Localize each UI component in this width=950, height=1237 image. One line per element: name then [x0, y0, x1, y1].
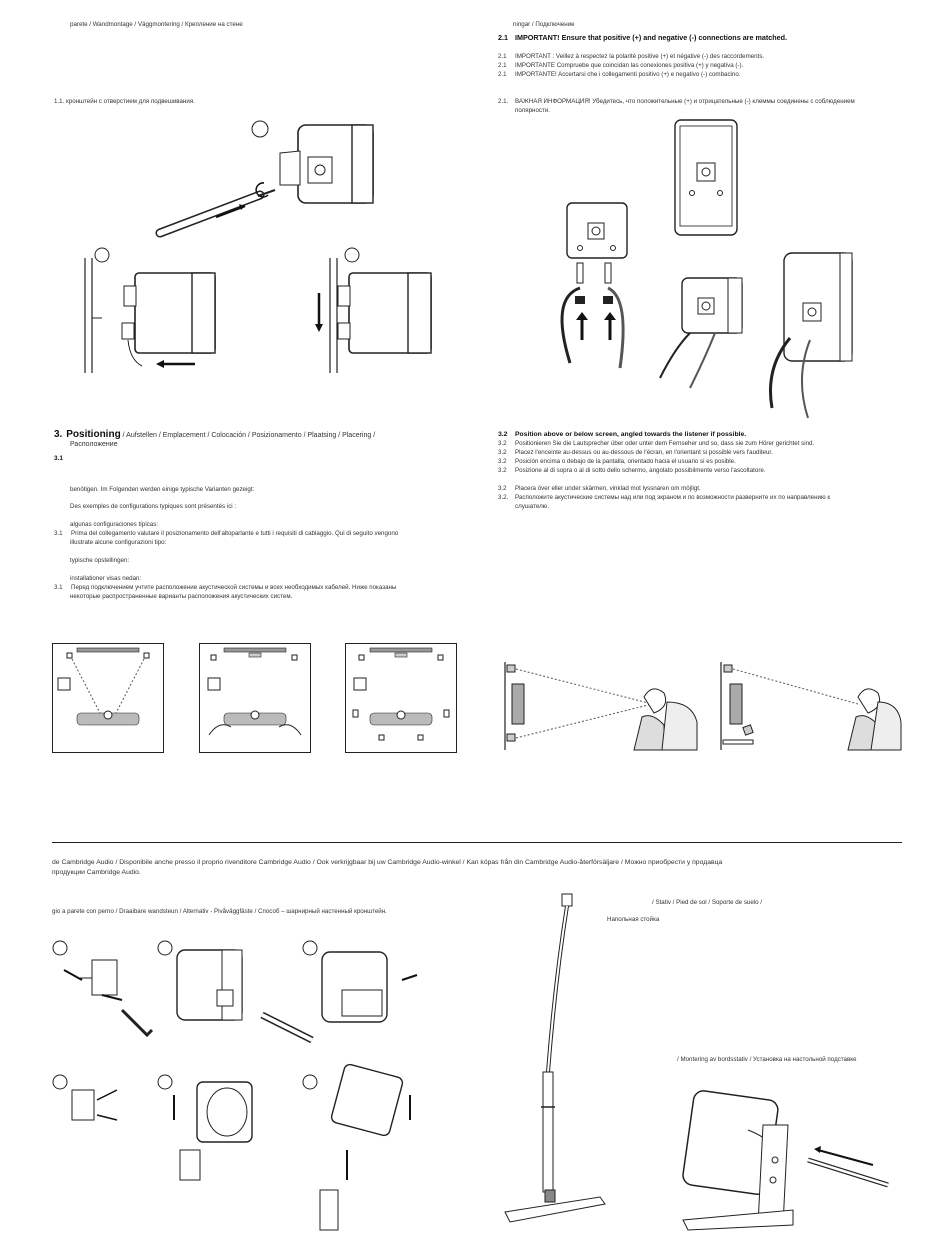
step-1-1-text: 1.1. кронштейн с отверстием для подвешивания. [54, 98, 195, 105]
side-view-diagram-1 [502, 662, 707, 752]
side-view-diagram-2 [718, 662, 903, 752]
room-layout-diagram-3 [345, 643, 457, 753]
connection-illustration [540, 118, 870, 418]
wall-mount-slide-illustration-1 [80, 248, 230, 378]
availability-line-1: de Cambridge Audio / Disponibile anche presso il proprio rivenditore Cambridge Audio / Ook verkrijgbaar bij uw Cambridge Audio-winkel / Kan köpas från din Cambridge Audio-återförsäljare / Можно приобрести у продавца [52, 859, 723, 866]
item-3-2-en: 3.2 Position above or below screen, angled towards the listener if possible. [498, 431, 747, 438]
item-2-1-fr: 2.1 IMPORTANT : Veillez à respectez la polarité positive (+) et négative (-) des raccordements. [498, 53, 765, 60]
section-divider [52, 842, 902, 843]
item-2-1-en: 2.1 IMPORTANT! Ensure that positive (+) and negative (-) connections are matched. [498, 33, 788, 42]
section-3-line-it-2: illustrate alcune configurazioni tipo: [70, 539, 167, 546]
table-stand-caption: / Montering av bordsstativ / Установка на настольной подставке [677, 1056, 857, 1063]
room-layout-diagram-2 [199, 643, 311, 753]
item-3-2-ru: 3.2. Расположите акустические системы над или под экраном и по возможности разверните их по направлению к [498, 494, 831, 501]
section-3-line-ru: 3.1 Перед подключением учтите расположение акустической системы и всех необходимых кабелей. Ниже показаны [54, 584, 397, 591]
item-2-1-it: 2.1 IMPORTANTE! Accertarsi che i collegamenti positivo (+) e negativo (-) combacino. [498, 71, 741, 78]
item-3-2-it: 3.2 Posizione al di sopra o al di sotto dello schermo, angolato possibilmente verso l'ascoltatore. [498, 467, 766, 474]
section-3-line-nl: typische opstellingen: [70, 557, 130, 564]
wall-mount-slide-illustration-2 [312, 248, 452, 378]
item-3-2-es: 3.2 Posición encima o debajo de la pantalla, orientado hacia el usuario si es posible. [498, 458, 736, 465]
section-3-line-ru-2: некоторые распространенные варианты расположения акустических систем. [70, 593, 293, 600]
item-2-1-ru: 2.1. ВАЖНАЯ ИНФОРМАЦИЯ! Убедитесь, что положительные (+) и отрицательные (-) клеммы соединены с соблюдением [498, 98, 855, 105]
item-2-1-es: 2.1 IMPORTANTE Compruebe que coincidan las conexiones positiva (+) y negativa (-). [498, 62, 744, 69]
pivot-bracket-illustrations [52, 940, 442, 1230]
section-3-line-it: 3.1 Prima del collegamento valutare il posizionamento dell'altoparlante e tutti i requisiti di cablaggio. Qui di seguito vengono [54, 530, 399, 537]
availability-line-2: продукции Cambridge Audio. [52, 869, 141, 876]
room-layout-diagram-1 [52, 643, 164, 753]
item-3-2-fr: 3.2 Placez l'enceinte au-dessus ou au-dessous de l'écran, en l'orientant si possible vers l'auditeur. [498, 449, 773, 456]
item-3-2-de: 3.2 Positionieren Sie die Lautsprecher über oder unter dem Fernseher und so, dass sie zum Hörer gerichtet sind. [498, 440, 815, 447]
section-3-subtitle2: Расположение [70, 441, 118, 448]
pivot-bracket-caption: gio a parete con perno / Draaibare wandsteun / Alternativ - Pivåväggfäste / Способ – шарнирный настенный кронштейн. [52, 908, 387, 915]
section-3-1-num: 3.1 [54, 455, 64, 462]
item-2-1-ru-line2: полярности. [515, 107, 551, 114]
section-3-title: 3. Positioning / Aufstellen / Emplacement / Colocación / Posizionamento / Plaatsing / Placering / [54, 429, 376, 440]
table-stand-illustration [678, 1090, 903, 1230]
floor-stand-illustration [500, 892, 610, 1232]
item-3-2-sv: 3.2 Placera över eller under skärmen, vinklad mot lyssnaren om möjligt. [498, 485, 701, 492]
wall-mount-screw-illustration [140, 115, 400, 255]
section-3-line-es: algunas configuraciones típicas: [70, 521, 159, 528]
floor-stand-caption: / Stativ / Pied de sol / Soporte de suelo / [652, 899, 763, 906]
connections-heading: ningar / Подключение [513, 21, 575, 28]
floor-stand-caption-ru: Напольная стойка [607, 916, 660, 923]
section-3-line-de: benötigen. Im Folgenden werden einige typische Varianten gezeigt: [70, 486, 255, 493]
item-3-2-ru-2: слушателю. [515, 503, 550, 510]
section-3-line-fr: Des exemples de configurations typiques sont présentés ici : [70, 503, 237, 510]
section-3-line-sv: installationer visas nedan: [70, 575, 142, 582]
wall-mount-heading: parete / Wandmontage / Väggmontering / Крепление на стене [70, 21, 243, 28]
